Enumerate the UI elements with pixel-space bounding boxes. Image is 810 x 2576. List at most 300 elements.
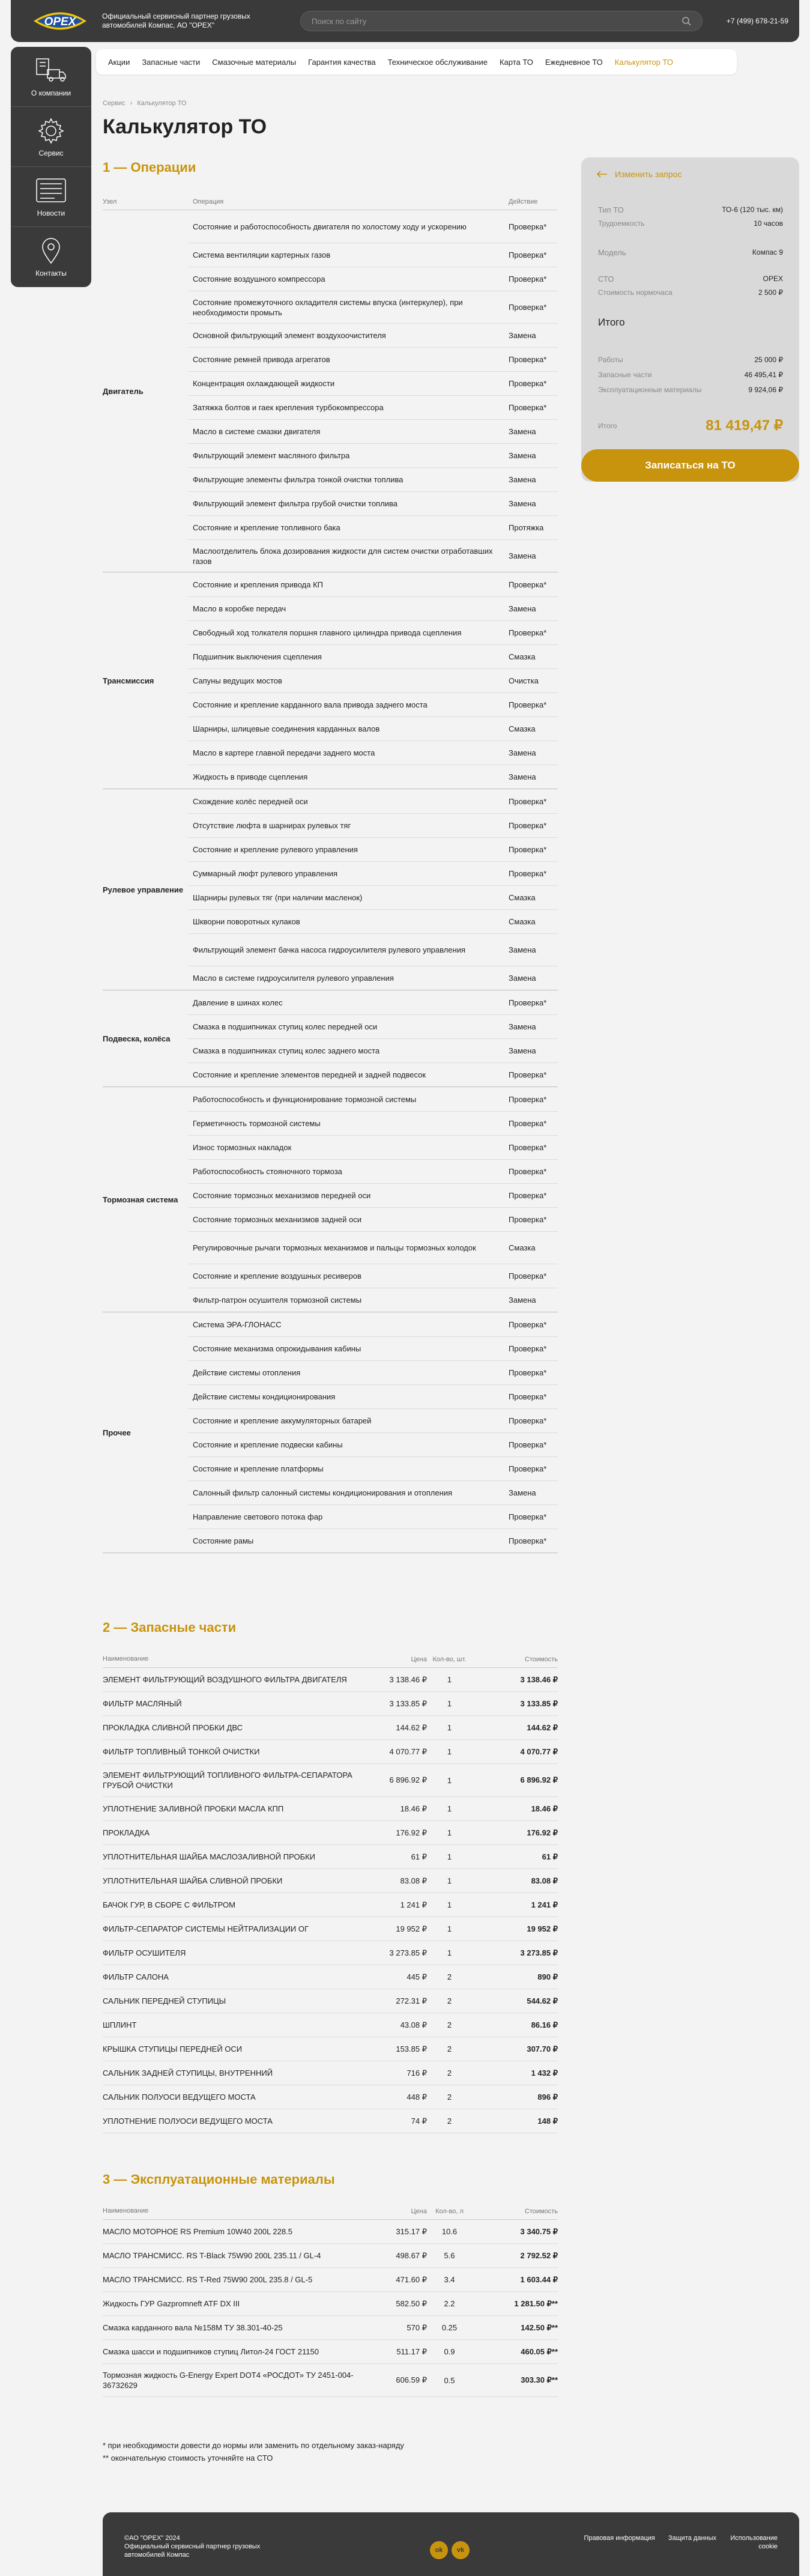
breadcrumb-home[interactable]: Сервис <box>103 100 125 107</box>
item-name: Тормозная жидкость G-Energy Expert DOT4 «РОСДОТ» ТУ 2451-004-36732629 <box>103 2371 354 2390</box>
operation-name: Состояние и крепление платформы <box>193 1464 324 1473</box>
item-qty: 2 <box>447 2020 452 2029</box>
item-price: 6 896.92 ₽ <box>389 1775 427 1784</box>
operation-row <box>188 1480 558 1505</box>
item-qty: 1 <box>447 1699 452 1708</box>
search-field[interactable] <box>300 11 703 31</box>
item-price: 498.67 ₽ <box>396 2250 427 2260</box>
sidebar-item-news[interactable] <box>11 167 91 227</box>
operation-name: Система вентиляции картерных газов <box>193 250 331 259</box>
materials-header <box>103 2203 558 2220</box>
total-works <box>598 356 783 364</box>
operation-name: Смазка в подшипниках ступиц колес заднего моста <box>193 1046 380 1055</box>
item-name: МАСЛО ТРАНСМИСС. RS T-Black 75W90 200L 235.11 / GL-4 <box>103 2251 321 2260</box>
operation-row <box>188 837 558 861</box>
operation-name: Состояние механизма опрокидывания кабины <box>193 1344 361 1353</box>
operation-row <box>188 1038 558 1062</box>
parts-table <box>103 1651 558 2133</box>
item-cost: 83.08 ₽ <box>531 1876 558 1885</box>
summary-model <box>598 248 783 257</box>
vk-icon[interactable]: vk <box>452 2541 470 2559</box>
item-cost: 460.05 ₽** <box>521 2347 558 2356</box>
operation-action: Смазка <box>509 893 536 902</box>
col-cost: Стоимость <box>524 1655 558 1663</box>
operation-name: Состояние тормозных механизмов задней оси <box>193 1215 361 1224</box>
operation-name: Смазка в подшипниках ступиц колес передней оси <box>193 1022 378 1031</box>
item-qty: 1 <box>447 1675 452 1684</box>
operation-row <box>188 1159 558 1183</box>
group-name: Тормозная система <box>103 1195 178 1204</box>
operation-name: Состояние ремней привода агрегатов <box>193 355 330 364</box>
item-qty: 2 <box>447 1972 452 1981</box>
summary-sto <box>598 274 783 283</box>
operation-name: Регулировочные рычаги тормозных механизмов и пальцы тормозных колодок <box>193 1243 476 1252</box>
col-price: Цена <box>411 1655 427 1663</box>
arrow-left-icon <box>597 171 608 178</box>
item-price: 19 952 ₽ <box>396 1924 427 1933</box>
item-qty: 3.4 <box>444 2275 455 2284</box>
operation-action: Замена <box>509 1296 536 1305</box>
item-qty: 1 <box>447 1775 452 1785</box>
item-qty: 1 <box>447 1948 452 1957</box>
item-name: МАСЛО ТРАНСМИСС. RS T-Red 75W90 200L 235.8 / GL-5 <box>103 2275 313 2284</box>
breadcrumb-separator: › <box>130 100 133 107</box>
item-price: 74 ₽ <box>411 2116 427 2126</box>
item-name: ЭЛЕМЕНТ ФИЛЬТРУЮЩИЙ ВОЗДУШНОГО ФИЛЬТРА ДВИГАТЕЛЯ <box>103 1675 347 1684</box>
operation-name: Шкворни поворотных кулаков <box>193 917 300 926</box>
operation-name: Состояние и крепление воздушных ресиверов <box>193 1271 361 1280</box>
operation-row <box>188 1529 558 1553</box>
operation-action: Проверка* <box>509 821 547 830</box>
operation-action: Проверка* <box>509 1344 547 1353</box>
col-name: Наименование <box>103 2207 149 2214</box>
summary-key: Модель <box>598 248 626 257</box>
item-cost: 3 273.85 ₽ <box>520 1948 558 1957</box>
table-row <box>103 1797 558 1821</box>
operation-row <box>188 765 558 789</box>
operation-group <box>103 1312 558 1553</box>
operations-table <box>103 192 558 1553</box>
col-name: Наименование <box>103 1655 149 1662</box>
item-price: 570 ₽ <box>407 2323 427 2332</box>
col-cost: Стоимость <box>524 2207 558 2215</box>
footer-link-cookie[interactable]: Использование cookie <box>730 2535 778 2550</box>
operation-name: Направление светового потока фар <box>193 1512 323 1521</box>
operation-row <box>188 741 558 765</box>
item-price: 61 ₽ <box>411 1852 427 1861</box>
footer <box>103 2512 799 2576</box>
item-cost: 1 432 ₽ <box>531 2068 558 2077</box>
item-cost: 3 138.46 ₽ <box>520 1674 558 1684</box>
operation-name: Действие системы кондиционирования <box>193 1392 336 1401</box>
operation-name: Масло в картере главной передачи заднего моста <box>193 748 375 757</box>
operations-body <box>103 210 558 1553</box>
menu-item-calculator[interactable]: Калькулятор ТО <box>614 57 673 67</box>
group-rows <box>188 990 558 1086</box>
item-cost: 18.46 ₽ <box>531 1804 558 1813</box>
operation-row <box>188 572 558 596</box>
search-icon[interactable] <box>682 16 691 26</box>
operation-name: Работоспособность стояночного тормоза <box>193 1167 342 1176</box>
logo[interactable] <box>30 4 90 38</box>
grand-total <box>598 417 783 434</box>
table-row <box>103 1845 558 1869</box>
item-qty: 2 <box>447 2117 452 2126</box>
operation-name: Маслоотделитель блока дозирования жидкости для систем очистки отработавших газов <box>193 546 493 566</box>
sidebar-item-about[interactable] <box>11 47 91 107</box>
operation-action: Протяжка <box>509 523 544 532</box>
table-row <box>103 1869 558 1893</box>
item-qty: 1 <box>447 1828 452 1837</box>
menu-item-to-map[interactable]: Карта ТО <box>499 57 533 67</box>
operation-name: Концентрация охлаждающей жидкости <box>193 379 335 388</box>
item-cost: 142.50 ₽** <box>521 2323 558 2332</box>
menu-item-lubricants[interactable]: Смазочные материалы <box>212 57 297 67</box>
operation-row <box>188 291 558 323</box>
page-title: Калькулятор ТО <box>103 115 267 138</box>
footer-link-legal[interactable]: Правовая информация <box>584 2535 655 2542</box>
group-rows <box>188 1087 558 1312</box>
operation-row <box>188 966 558 990</box>
operation-action: Смазка <box>509 724 536 733</box>
operation-name: Жидкость в приводе сцепления <box>193 772 308 781</box>
operation-row <box>188 885 558 909</box>
map-pin-icon <box>39 237 63 265</box>
operation-name: Подшипник выключения сцепления <box>193 652 322 661</box>
breadcrumb <box>103 100 187 107</box>
item-qty: 10.6 <box>441 2227 458 2236</box>
item-price: 1 241 ₽ <box>400 1900 427 1909</box>
operation-name: Состояние промежуточного охладителя системы впуска (интеркулер), при необходимости промыть <box>193 297 463 317</box>
table-row <box>103 1965 558 1989</box>
operation-row <box>188 1312 558 1336</box>
group-rows <box>188 789 558 990</box>
operation-name: Система ЭРА-ГЛОНАСС <box>193 1320 282 1329</box>
item-price: 153.85 ₽ <box>396 2044 427 2053</box>
operation-row <box>188 1432 558 1456</box>
col-price: Цена <box>411 2207 427 2215</box>
item-cost: 19 952 ₽ <box>527 1924 558 1933</box>
ok-icon[interactable]: ok <box>430 2541 448 2559</box>
operation-name: Износ тормозных накладок <box>193 1143 292 1152</box>
item-cost: 890 ₽ <box>537 1972 558 1981</box>
operation-action: Проверка* <box>509 580 547 589</box>
operation-action: Проверка* <box>509 1320 547 1329</box>
item-price: 43.08 ₽ <box>400 2020 427 2029</box>
item-price: 4 070.77 ₽ <box>389 1747 427 1756</box>
operation-action: Замена <box>509 1046 536 1055</box>
operation-group <box>103 1087 558 1312</box>
operation-group <box>103 789 558 990</box>
summary-value: ТО-6 (120 тыс. км) <box>722 205 783 214</box>
item-qty: 2 <box>447 2044 452 2053</box>
operation-row <box>188 1384 558 1408</box>
operation-name: Состояние и крепление рулевого управления <box>193 845 358 854</box>
total-key: Работы <box>598 356 623 364</box>
table-row <box>103 2364 558 2397</box>
operation-action: Замена <box>509 945 536 954</box>
footer-link-privacy[interactable]: Защита данных <box>668 2535 716 2542</box>
item-name: САЛЬНИК ЗАДНЕЙ СТУПИЦЫ, ВНУТРЕННИЙ <box>103 2068 273 2077</box>
item-qty: 0.25 <box>441 2323 458 2332</box>
operation-name: Масло в системе смазки двигателя <box>193 427 321 436</box>
operation-action: Смазка <box>509 917 536 926</box>
item-cost: 544.62 ₽ <box>527 1996 558 2005</box>
table-row <box>103 1740 558 1764</box>
operation-row <box>188 1014 558 1038</box>
item-price: 511.17 ₽ <box>396 2347 427 2356</box>
col-qty: Кол-во, шт. <box>432 1655 467 1663</box>
item-cost: 61 ₽ <box>542 1852 558 1861</box>
edit-request-label: Изменить запрос <box>615 169 682 179</box>
operation-action: Замена <box>509 475 536 484</box>
col-operation: Операция <box>193 198 224 205</box>
operation-name: Сапуны ведущих мостов <box>193 676 282 685</box>
item-cost: 144.62 ₽ <box>527 1723 558 1732</box>
operation-action: Проверка* <box>509 303 547 312</box>
item-qty: 1 <box>447 1723 452 1732</box>
operation-row <box>188 371 558 395</box>
item-name: КРЫШКА СТУПИЦЫ ПЕРЕДНЕЙ ОСИ <box>103 2044 243 2053</box>
operation-row <box>188 789 558 813</box>
item-cost: 4 070.77 ₽ <box>520 1747 558 1756</box>
item-name: САЛЬНИК ПЕРЕДНЕЙ СТУПИЦЫ <box>103 1996 226 2005</box>
item-name: ПРОКЛАДКА <box>103 1828 150 1837</box>
operation-row <box>188 909 558 933</box>
operation-row <box>188 491 558 515</box>
item-price: 3 133.85 ₽ <box>389 1699 427 1708</box>
item-name: УПЛОТНИТЕЛЬНАЯ ШАЙБА СЛИВНОЙ ПРОБКИ <box>103 1876 283 1885</box>
social-links <box>430 2541 470 2559</box>
operation-row <box>188 813 558 837</box>
item-cost: 86.16 ₽ <box>531 2020 558 2029</box>
sidebar-item-label: О компании <box>31 88 71 97</box>
item-cost: 1 603.44 ₽ <box>520 2274 558 2284</box>
table-row <box>103 2244 558 2268</box>
operation-name: Состояние и крепление карданного вала привода заднего моста <box>193 700 428 709</box>
operation-name: Состояние рамы <box>193 1536 254 1545</box>
grand-total-value: 81 419,47 ₽ <box>706 417 783 434</box>
operation-action: Проверка* <box>509 1271 547 1280</box>
operation-row <box>188 1336 558 1360</box>
footer-copyright: ©АО "ОРЕХ" 2024 <box>124 2535 180 2542</box>
breadcrumb-current: Калькулятор ТО <box>137 100 187 107</box>
operation-action: Проверка* <box>509 1464 547 1473</box>
summary-card <box>581 157 799 482</box>
group-name: Подвеска, колёса <box>103 1034 171 1043</box>
operation-action: Проверка* <box>509 403 547 412</box>
total-key: Запасные части <box>598 371 652 379</box>
total-parts <box>598 371 783 379</box>
item-name: ФИЛЬТР МАСЛЯНЫЙ <box>103 1699 182 1708</box>
sidebar-item-service[interactable] <box>11 107 91 167</box>
summary-type <box>598 205 783 214</box>
operation-name: Суммарный люфт рулевого управления <box>193 869 338 878</box>
table-row <box>103 1989 558 2013</box>
item-cost: 3 340.75 ₽ <box>520 2226 558 2236</box>
operation-row <box>188 933 558 966</box>
operation-row <box>188 347 558 371</box>
item-qty: 0.5 <box>444 2375 455 2385</box>
operation-name: Герметичность тормозной системы <box>193 1119 321 1128</box>
footnote: ** окончательную стоимость уточняйте на СТО <box>103 2453 273 2462</box>
book-to-button[interactable]: Записаться на ТО <box>581 449 799 482</box>
operation-row <box>188 1207 558 1231</box>
item-price: 176.92 ₽ <box>396 1828 427 1837</box>
group-name: Прочее <box>103 1428 131 1437</box>
sidebar-item-label: Новости <box>37 208 65 217</box>
operation-name: Отсутствие люфта в шарнирах рулевых тяг <box>193 821 351 830</box>
sidebar <box>11 47 91 287</box>
table-row <box>103 1716 558 1740</box>
sidebar-item-label: Контакты <box>35 269 67 277</box>
operation-name: Свободный ход толкателя поршня главного цилиндра привода сцепления <box>193 628 462 637</box>
top-bar <box>11 0 799 42</box>
operation-name: Состояние тормозных механизмов передней оси <box>193 1191 371 1200</box>
item-name: ЭЛЕМЕНТ ФИЛЬТРУЮЩИЙ ТОПЛИВНОГО ФИЛЬТРА-СЕПАРАТОРА ГРУБОЙ ОЧИСТКИ <box>103 1771 352 1790</box>
item-cost: 303.30 ₽** <box>521 2375 558 2384</box>
operation-name: Состояние и крепление аккумуляторных батарей <box>193 1416 372 1425</box>
operation-action: Проверка* <box>509 1512 547 1521</box>
operation-name: Состояние и крепление элементов передней и задней подвесок <box>193 1070 426 1079</box>
svg-text:OPEX: OPEX <box>44 16 76 28</box>
summary-key: Тип ТО <box>598 205 624 214</box>
operation-name: Основной фильтрующий элемент воздухоочистителя <box>193 331 386 340</box>
edit-request-link[interactable] <box>597 169 682 179</box>
group-name: Рулевое управление <box>103 885 184 894</box>
menu-item-promotions[interactable]: Акции <box>108 57 130 67</box>
table-row <box>103 2340 558 2364</box>
operations-title: 1 — Операции <box>103 160 196 175</box>
item-name: ФИЛЬТР ОСУШИТЕЛЯ <box>103 1948 186 1957</box>
sidebar-item-contacts[interactable] <box>11 227 91 287</box>
table-row <box>103 2292 558 2316</box>
operation-action: Смазка <box>509 652 536 661</box>
summary-value: 2 500 ₽ <box>758 288 783 297</box>
operation-action: Замена <box>509 974 536 983</box>
operation-row <box>188 1135 558 1159</box>
operation-row <box>188 539 558 572</box>
menu-item-daily-to[interactable]: Ежедневное ТО <box>545 57 603 67</box>
operation-row <box>188 1264 558 1288</box>
operation-row <box>188 395 558 419</box>
operation-action: Проверка* <box>509 628 547 637</box>
phone-link[interactable]: +7 (499) 678-21-59 <box>726 17 788 25</box>
summary-value: Компас 9 <box>752 248 783 256</box>
operation-action: Проверка* <box>509 700 547 709</box>
item-name: Жидкость ГУР Gazpromneft ATF DX III <box>103 2299 240 2308</box>
operation-row <box>188 861 558 885</box>
total-value: 9 924,06 ₽ <box>748 386 783 394</box>
operation-row <box>188 668 558 692</box>
item-qty: 2 <box>447 2068 452 2077</box>
footer-links <box>584 2534 778 2551</box>
operation-action: Проверка* <box>509 1536 547 1545</box>
grand-total-label: Итого <box>598 421 617 430</box>
operation-row <box>188 210 558 243</box>
operation-action: Проверка* <box>509 1119 547 1128</box>
item-qty: 2 <box>447 1996 452 2005</box>
item-cost: 307.70 ₽ <box>527 2044 558 2053</box>
item-name: МАСЛО МОТОРНОЕ RS Premium 10W40 200L 228.5 <box>103 2227 292 2236</box>
operation-row <box>188 717 558 741</box>
item-cost: 1 241 ₽ <box>531 1900 558 1909</box>
operation-action: Смазка <box>509 1243 536 1252</box>
operation-name: Действие системы отопления <box>193 1368 301 1377</box>
operation-group <box>103 990 558 1087</box>
table-row <box>103 1917 558 1941</box>
operation-row <box>188 692 558 717</box>
item-price: 448 ₽ <box>407 2092 427 2102</box>
operation-row <box>188 1360 558 1384</box>
operation-action: Проверка* <box>509 1167 547 1176</box>
operation-group <box>103 572 558 789</box>
main-menu <box>96 49 737 74</box>
operation-action: Проверка* <box>509 1143 547 1152</box>
item-qty: 1 <box>447 1900 452 1909</box>
group-rows <box>188 1312 558 1553</box>
operation-name: Салонный фильтр салонный системы кондиционирования и отопления <box>193 1488 453 1497</box>
item-price: 315.17 ₽ <box>396 2226 427 2236</box>
item-price: 716 ₽ <box>407 2068 427 2077</box>
summary-key: Трудоемкость <box>598 219 645 228</box>
table-row <box>103 1692 558 1716</box>
materials-body <box>103 2220 558 2397</box>
table-row <box>103 1668 558 1692</box>
operation-row <box>188 1288 558 1312</box>
operation-name: Затяжка болтов и гаек крепления турбокомпрессора <box>193 403 384 412</box>
item-price: 471.60 ₽ <box>396 2274 427 2284</box>
operation-row <box>188 419 558 443</box>
summary-labor <box>598 219 783 228</box>
operation-action: Замена <box>509 1488 536 1497</box>
group-rows <box>188 572 558 789</box>
operation-name: Состояние и крепление подвески кабины <box>193 1440 343 1449</box>
search-input[interactable]: Поиск по сайту <box>312 16 367 26</box>
col-qty: Кол-во, л <box>435 2207 464 2215</box>
operation-row <box>188 620 558 644</box>
menu-item-spare-parts[interactable]: Запасные части <box>142 57 201 67</box>
group-name: Двигатель <box>103 386 144 396</box>
operation-name: Фильтрующие элементы фильтра тонкой очистки топлива <box>193 475 403 484</box>
operation-action: Проверка* <box>509 869 547 878</box>
operation-name: Фильтр-патрон осушителя тормозной системы <box>193 1296 362 1305</box>
operation-name: Состояние и работоспособность двигателя по холостому ходу и ускорению <box>193 222 467 231</box>
operation-row <box>188 443 558 467</box>
item-price: 83.08 ₽ <box>400 1876 427 1885</box>
item-price: 3 273.85 ₽ <box>389 1948 427 1957</box>
sidebar-item-label: Сервис <box>38 148 64 157</box>
item-price: 18.46 ₽ <box>400 1804 427 1813</box>
item-qty: 5.6 <box>444 2251 455 2260</box>
item-qty: 1 <box>447 1852 452 1861</box>
menu-item-maintenance[interactable]: Техническое обслуживание <box>387 57 488 67</box>
operations-header <box>103 192 558 210</box>
parts-title: 2 — Запасные части <box>103 1620 237 1635</box>
item-name: ФИЛЬТР САЛОНА <box>103 1972 169 1981</box>
truck-building-icon <box>34 56 68 85</box>
item-name: ФИЛЬТР-СЕПАРАТОР СИСТЕМЫ НЕЙТРАЛИЗАЦИИ ОГ <box>103 1924 309 1933</box>
group-rows <box>188 210 558 572</box>
summary-value: ОРЕХ <box>763 274 783 283</box>
item-name: УПЛОТНИТЕЛЬНАЯ ШАЙБА МАСЛОЗАЛИВНОЙ ПРОБКИ <box>103 1852 316 1861</box>
operation-name: Фильтрующий элемент масляного фильтра <box>193 451 350 460</box>
table-row <box>103 2268 558 2292</box>
parts-header <box>103 1651 558 1668</box>
menu-item-warranty[interactable]: Гарантия качества <box>308 57 376 67</box>
item-qty: 1 <box>447 1924 452 1933</box>
item-cost: 2 792.52 ₽ <box>520 2250 558 2260</box>
